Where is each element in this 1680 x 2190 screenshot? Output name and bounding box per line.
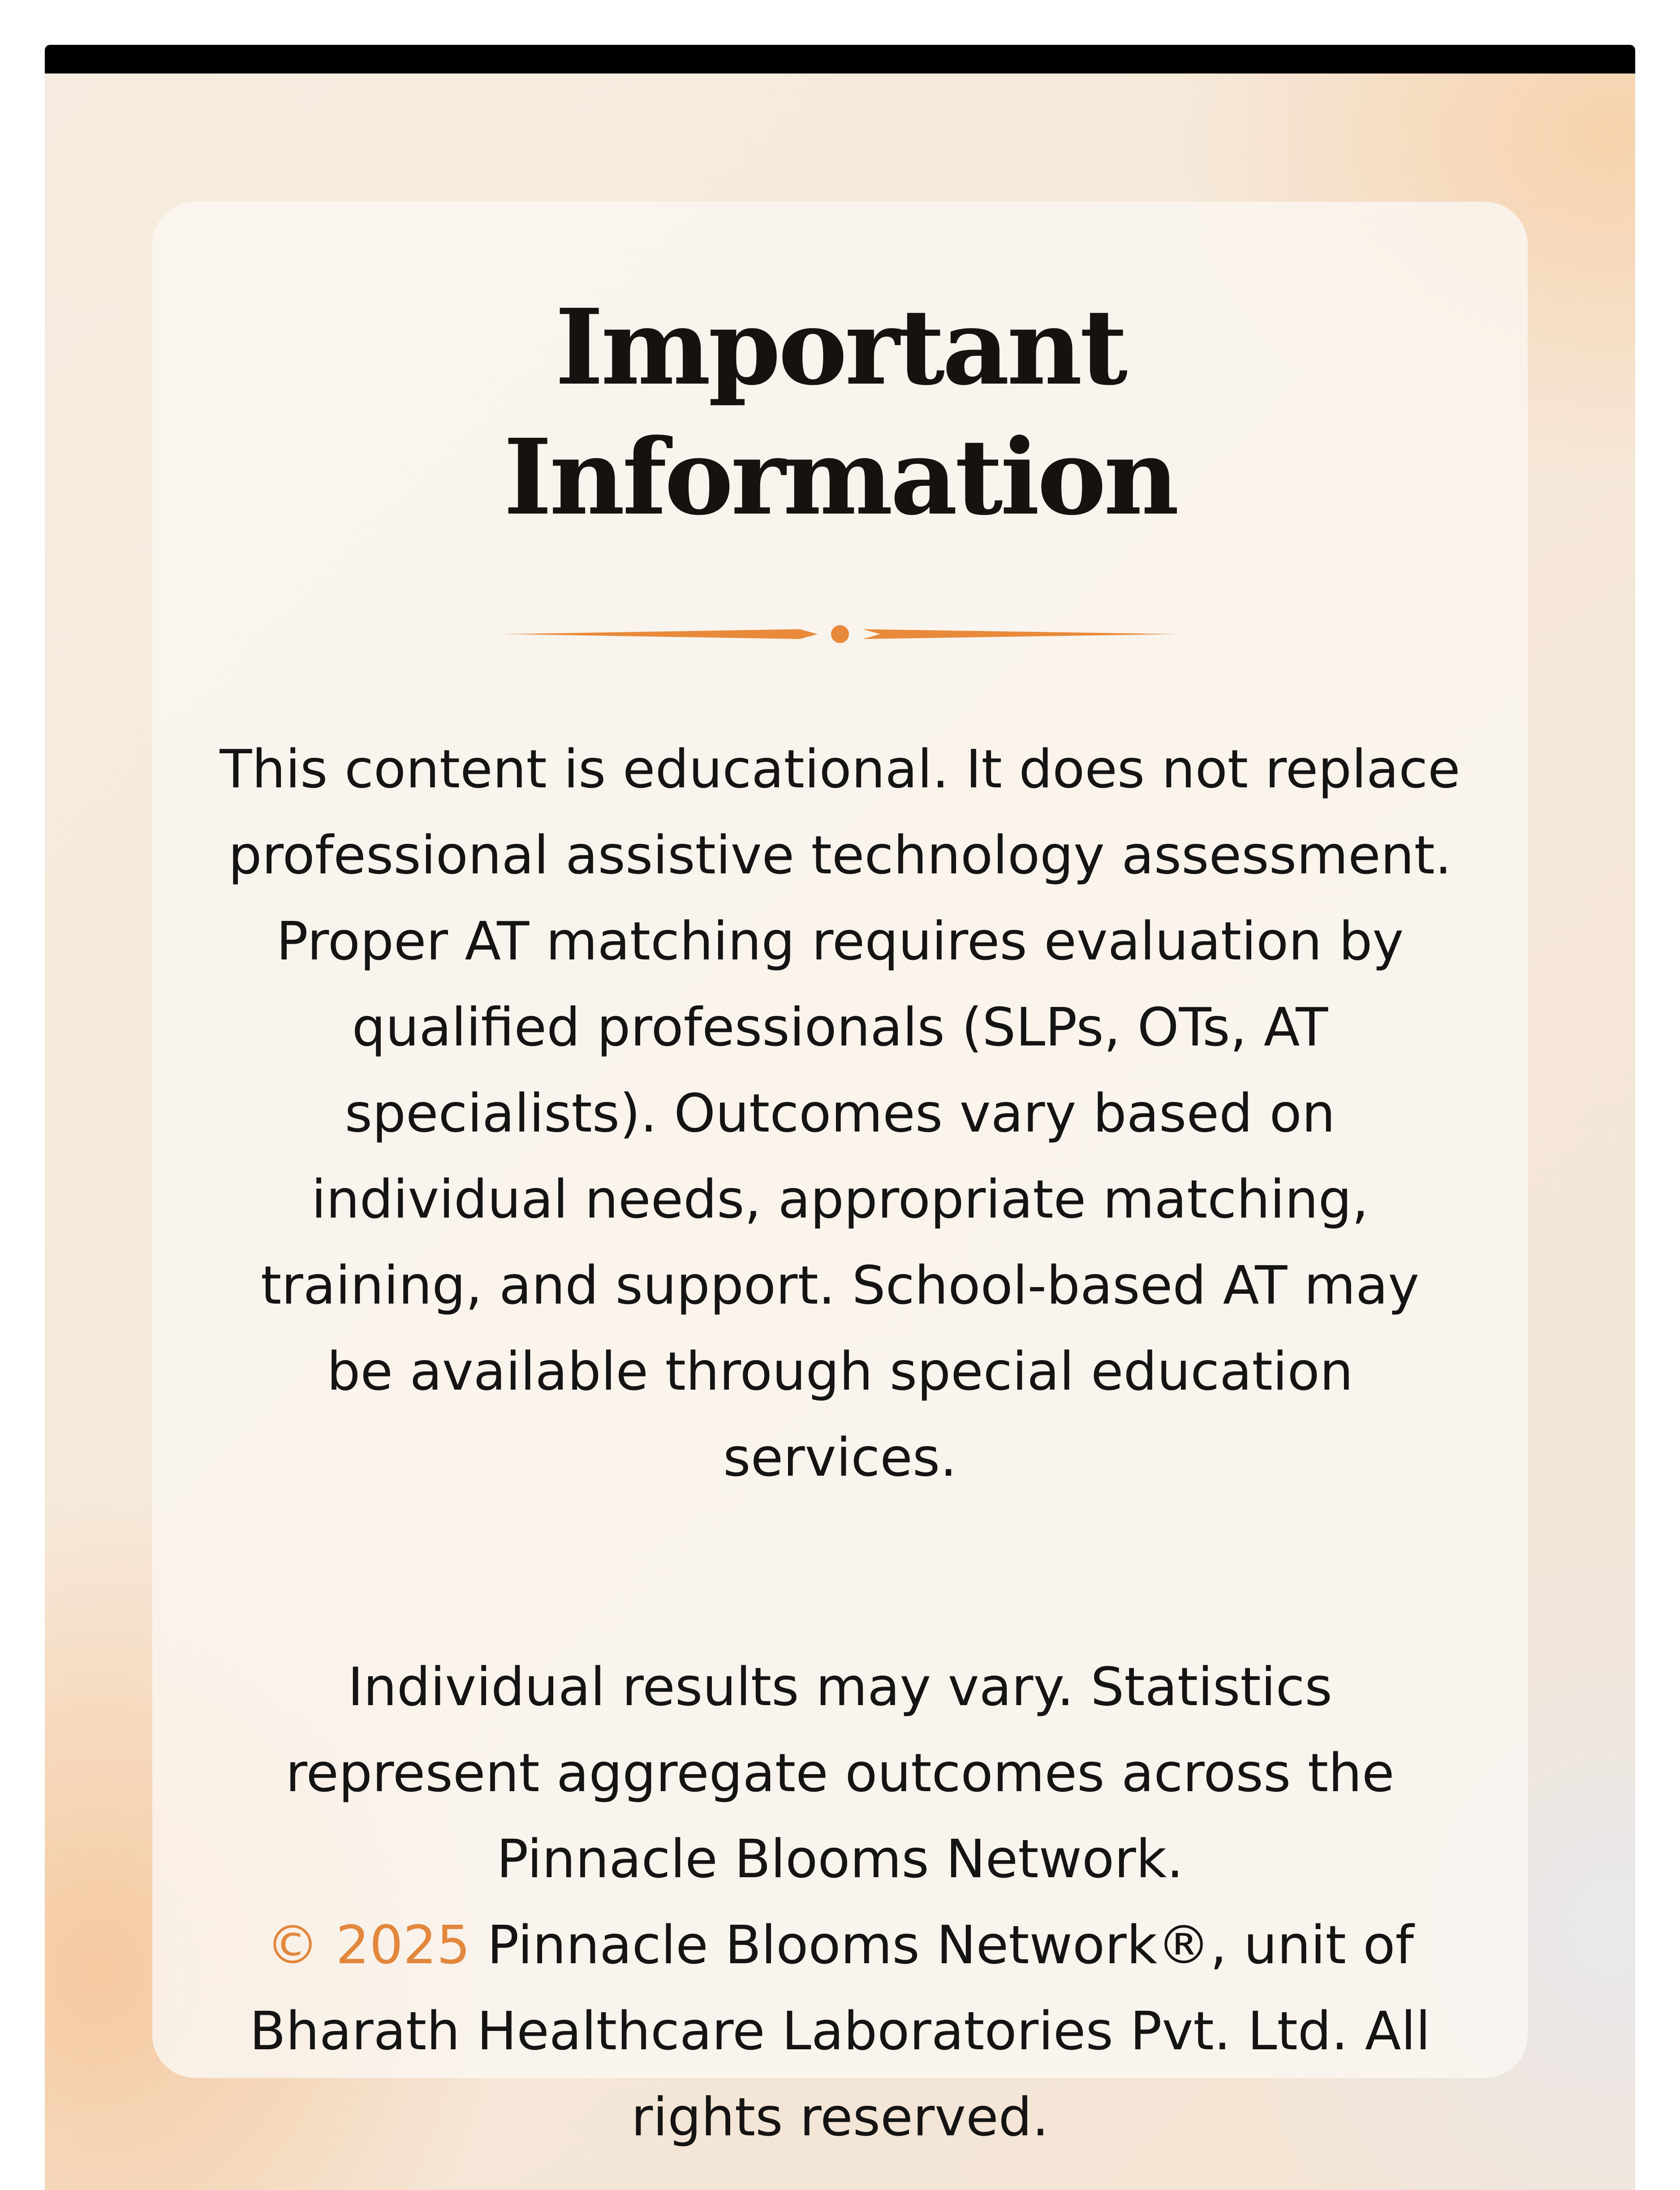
results-disclaimer-text: Individual results may vary. Statistics represent aggregate outcomes across the Pinnacle Blooms Network. — [285, 1656, 1395, 1890]
results-disclaimer — [220, 1644, 1460, 2160]
copyright-mark: © 2025 — [266, 1914, 470, 1976]
top-bar — [45, 45, 1635, 73]
page-title: Important Information — [503, 286, 1177, 538]
educational-notice: This content is educational. It does not replace professional assistive technology assessment. Proper AT matching requires evaluation by qualified professionals (SLPs, OTs, AT specialists). Outcomes vary based on individual needs, appropriate matching, training, and support. School-based AT may be available through special education services. — [220, 738, 1460, 1488]
ornamental-divider-icon — [504, 623, 1176, 645]
info-card — [152, 202, 1528, 2148]
copyright-text: Pinnacle Blooms Network®, unit of Bharath Healthcare Laboratories Pvt. Ltd. All rights reserved. — [250, 1914, 1430, 2148]
page-frame — [45, 45, 1635, 2190]
